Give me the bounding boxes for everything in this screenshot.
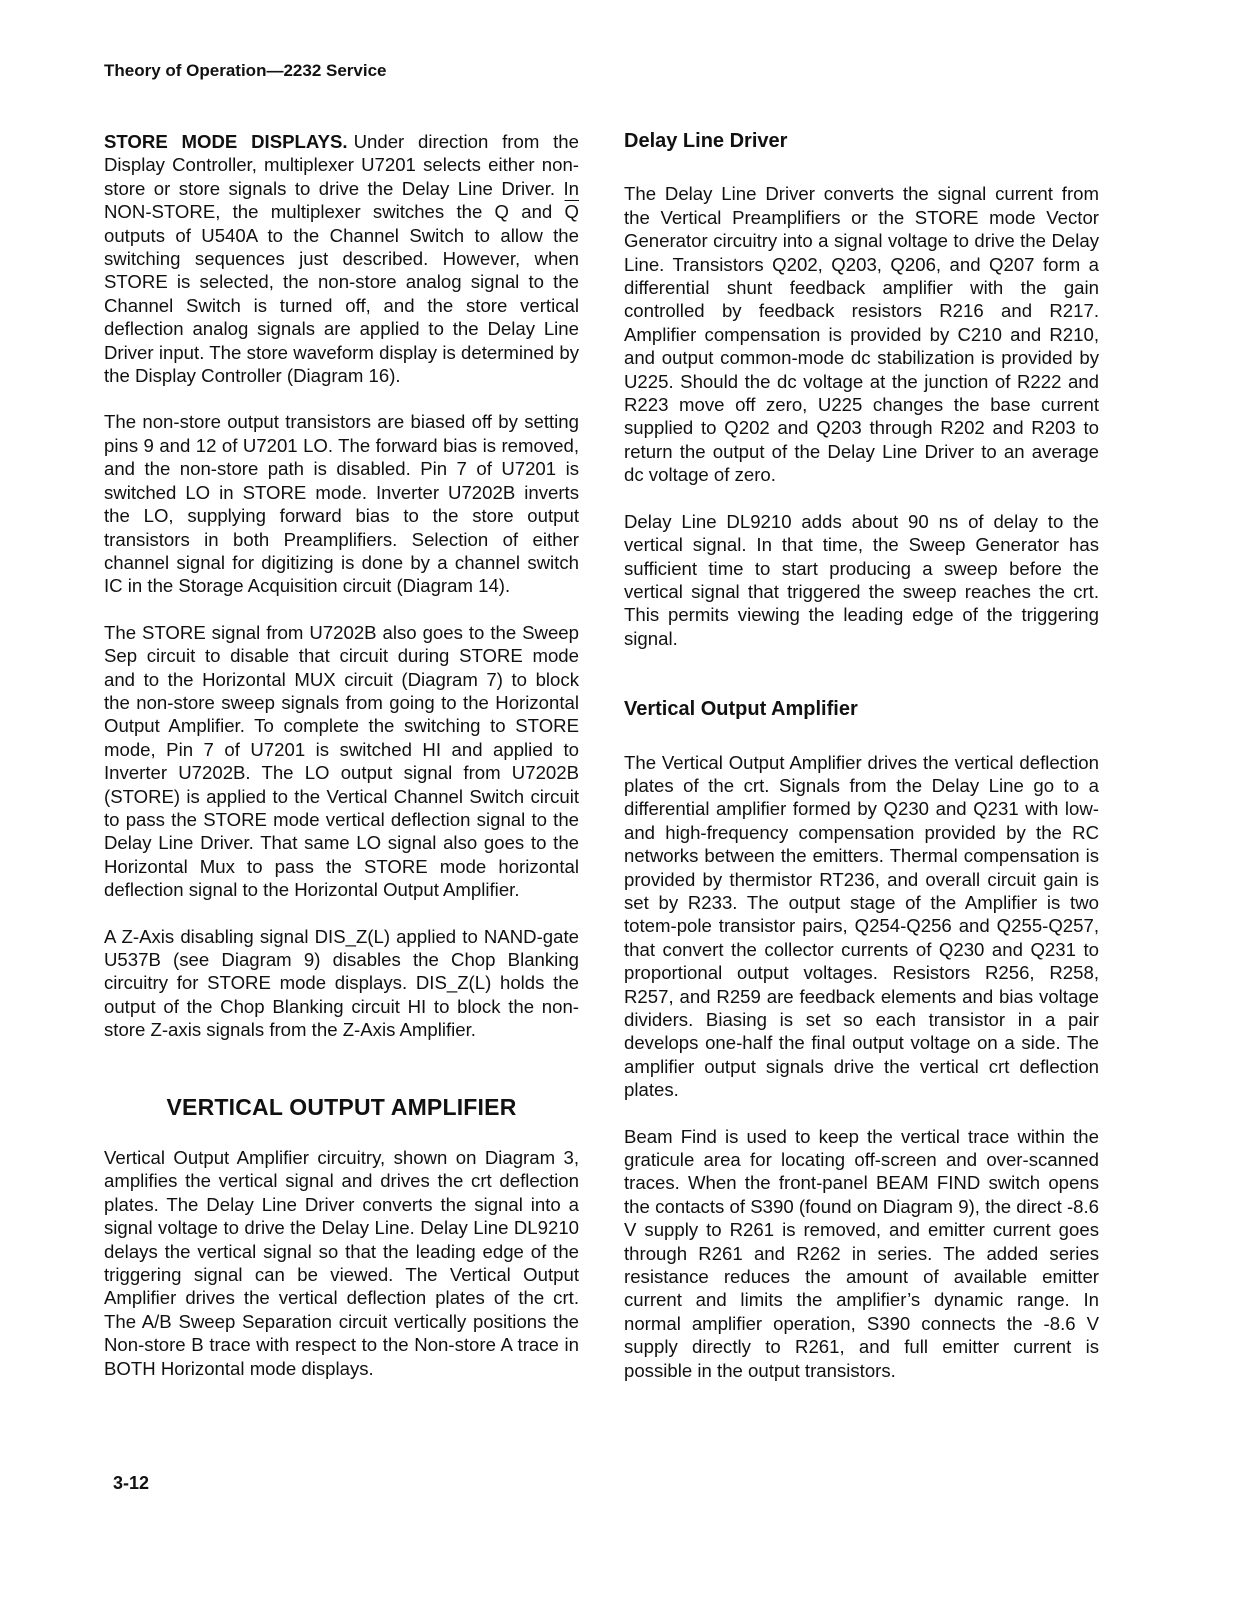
delay-line-driver-paragraph: The Delay Line Driver converts the signal current from the Vertical Preamplifiers or the STORE mode Vector Generator circuitry into a signal voltage to drive the Delay Line. Transistors Q202, Q203, Q206, and Q207 form a differential shunt feedback amplifier with the gain controlled by feedback resistors R216 and R217. Amplifier compensation is provided by C210 and R210, and output common-mode dc stabilization is provided by U225. Should the dc voltage at the junction of R222 and R223 move off zero, U225 changes the base current supplied to Q202 and Q203 through R202 and R203 to return the output of the Delay Line Driver to an average dc voltage of zero.	[624, 183, 1099, 486]
store-mode-paragraph	[104, 130, 579, 387]
running-header: Theory of Operation—2232 Service	[104, 61, 387, 80]
section-title: VERTICAL OUTPUT AMPLIFIER	[166, 1093, 517, 1120]
store-mode-text-a: Under direction from the Display Controller, multiplexer U7201 selects either non-store or store signals to drive the Delay Line Driver. In NON-STORE, the multiplexer switches the Q and	[104, 131, 579, 223]
right-column	[624, 130, 1099, 1405]
non-store-bias-paragraph: The non-store output transistors are biased off by setting pins 9 and 12 of U7201 LO. The forward bias is removed, and the non-store path is disabled. Pin 7 of U7201 is switched LO in STORE mode. Inverter U7202B inverts the LO, supplying forward bias to the store output transistors in both Preamplifiers. Selection of either channel signal for digitizing is done by a channel switch IC in the Storage Acquisition circuit (Diagram 14).	[104, 411, 579, 597]
store-mode-text-b: outputs of U540A to the Channel Switch to allow the switching sequences just described. However, when STORE is selected, the non-store analog signal to the Channel Switch is turned off, and the store vertical deflection analog signals are applied to the Delay Line Driver input. The store waveform display is determined by the Display Controller (Diagram 16).	[104, 224, 579, 387]
store-signal-paragraph: The STORE signal from U7202B also goes to the Sweep Sep circuit to disable that circuit during STORE mode and to the Horizontal MUX circuit (Diagram 7) to block the non-store sweep signals from going to the Horizontal Output Amplifier. To complete the switching to STORE mode, Pin 7 of U7201 is switched HI and applied to Inverter U7202B. The LO output signal from U7202B (STORE) is applied to the Vertical Channel Switch circuit to pass the STORE mode vertical deflection signal to the Delay Line Driver. That same LO signal also goes to the Horizontal Mux to pass the STORE mode horizontal deflection signal to the Horizontal Output Amplifier.	[104, 621, 579, 901]
vertical-output-amplifier-paragraph: The Vertical Output Amplifier drives the vertical deflection plates of the crt. Signals from the Delay Line go to a differential amplifier formed by Q230 and Q231 with low- and high-frequency compensation provided by the RC networks between the emitters. Thermal compensation is provided by thermistor RT236, and overall circuit gain is set by R233. The output stage of the Amplifier is two totem-pole transistor pairs, Q254-Q256 and Q255-Q257, that convert the collector currents of Q230 and Q231 to proportional output voltages. Resistors R256, R258, R257, and R259 are feedback elements and bias voltage dividers. Biasing is set so each transistor in a pair develops one-half the final output voltage on a side. The amplifier output signals drive the vertical crt deflection plates.	[624, 751, 1099, 1101]
delay-line-driver-heading: Delay Line Driver	[624, 130, 788, 152]
z-axis-paragraph: A Z-Axis disabling signal DIS_Z(L) applied to NAND-gate U537B (see Diagram 9) disables the Chop Blanking circuitry for STORE mode displays. DIS_Z(L) holds the output of the Chop Blanking circuit HI to block the non-store Z-axis signals from the Z-Axis Amplifier.	[104, 925, 579, 1041]
delay-line-paragraph: Delay Line DL9210 adds about 90 ns of delay to the vertical signal. In that time, the Sweep Generator has sufficient time to start producing a sweep before the vertical signal that triggered the sweep reaches the crt. This permits viewing the leading edge of the triggering signal.	[624, 510, 1099, 649]
store-mode-lead: STORE MODE DISPLAYS.	[104, 131, 348, 152]
q-bar-symbol: $\overline{Q}$	[564, 201, 579, 223]
left-column	[104, 130, 579, 1403]
vertical-output-amplifier-heading: Vertical Output Amplifier	[624, 698, 858, 721]
page-number: 3-12	[113, 1473, 150, 1493]
vertical-output-intro-paragraph: Vertical Output Amplifier circuitry, shown on Diagram 3, amplifies the vertical signal and drives the crt deflection plates. The Delay Line Driver converts the signal into a signal voltage to drive the Delay Line. Delay Line DL9210 delays the vertical signal so that the leading edge of the triggering signal can be viewed. The Vertical Output Amplifier drives the vertical deflection plates of the crt. The A/B Sweep Separation circuit vertically positions the Non-store B trace with respect to the Non-store A trace in BOTH Horizontal mode displays.	[104, 1147, 579, 1379]
beam-find-paragraph: Beam Find is used to keep the vertical trace within the graticule area for locating off-screen and over-scanned traces. When the front-panel BEAM FIND switch opens the contacts of S390 (found on Diagram 9), the direct -8.6 V supply to R261 is removed, and emitter current goes through R261 and R262 in series. The added series resistance reduces the amount of available emitter current and limits the amplifier’s dynamic range. In normal amplifier operation, S390 connects the -8.6 V supply directly to R261, and full emitter current is possible in the output transistors.	[624, 1125, 1099, 1381]
